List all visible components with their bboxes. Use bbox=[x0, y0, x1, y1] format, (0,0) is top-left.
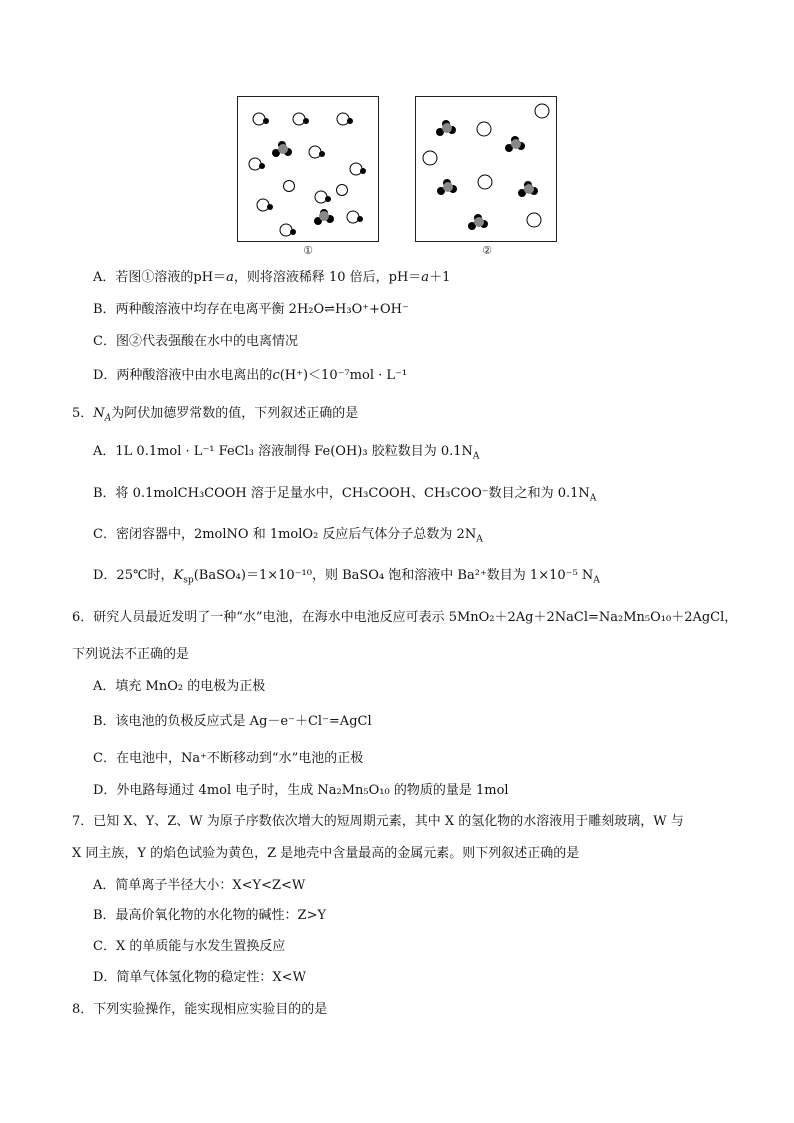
cluster bbox=[272, 141, 292, 157]
q6-option-a: A．填充 MnO₂ 的电极为正极 bbox=[93, 679, 266, 694]
q6-option-d: D．外电路每通过 4mol 电子时，生成 Na₂Mn₅O₁₀ 的物质的量是 1mol bbox=[93, 783, 509, 798]
anion bbox=[527, 213, 541, 227]
q4-option-b: B．两种酸溶液中均存在电离平衡 2H₂O⇌H₃O⁺+OH⁻ bbox=[93, 302, 409, 317]
cluster bbox=[436, 120, 456, 136]
cluster bbox=[314, 209, 334, 225]
q4-option-c: C．图②代表强酸在水中的电离情况 bbox=[93, 334, 298, 349]
q7-option-c: C．X 的单质能与水发生置换反应 bbox=[93, 939, 286, 954]
panel-1-particles bbox=[238, 97, 380, 243]
cluster bbox=[468, 214, 488, 230]
q6-option-b: B．该电池的负极反应式是 Ag－e⁻＋Cl⁻=AgCl bbox=[93, 714, 372, 729]
q5-option-a: A．1L 0.1mol · L⁻¹ FeCl₃ 溶液制得 Fe(OH)₃ 胶粒数目为 $0.1N_A$ bbox=[93, 444, 480, 462]
panel-2 bbox=[415, 96, 557, 242]
q5-option-c: C．密闭容器中，2molNO 和 1molO₂ 反应后气体分子总数为 $2N_A$ bbox=[93, 527, 483, 545]
q4-option-d: D．两种酸溶液中由水电离出的c(H⁺)＜10⁻⁷mol · L⁻¹ bbox=[93, 368, 408, 383]
panel-1-label: ① bbox=[303, 244, 313, 257]
molecule-pair bbox=[280, 224, 296, 236]
molecule-pair bbox=[347, 211, 363, 223]
q5-stem: 5．$N_A$为阿伏加德罗常数的值，下列叙述正确的是 bbox=[72, 406, 359, 424]
anion bbox=[535, 104, 549, 118]
anion bbox=[284, 181, 295, 192]
q6-option-c: C．在电池中，Na⁺不断移动到“水”电池的正极 bbox=[93, 751, 364, 766]
cluster bbox=[505, 136, 525, 152]
q6-stem-line2: 下列说法不正确的是 bbox=[72, 647, 190, 662]
q7-option-a: A．简单离子半径大小：X<Y<Z<W bbox=[93, 878, 306, 893]
molecule-pair bbox=[293, 113, 309, 125]
cluster bbox=[518, 181, 538, 197]
q5-option-d: D．25℃时，$K_{sp}(BaSO_4)=1\times 10^{-10}$，则 BaSO₄ 饱和溶液中 Ba²⁺数目为 1×10⁻⁵ $N_A$ bbox=[93, 568, 600, 586]
anion bbox=[423, 151, 437, 165]
q6-stem-line1: 6．研究人员最近发明了一种“水”电池，在海水中电池反应可表示 5MnO₂＋2Ag＋2NaCl=Na₂Mn₅O₁₀＋2AgCl， bbox=[72, 610, 738, 625]
panel-2-label: ② bbox=[482, 244, 492, 257]
q7-option-d: D．简单气体氢化物的稳定性：X<W bbox=[93, 970, 306, 985]
q5-option-b: B．将 0.1molCH₃COOH 溶于足量水中，CH₃COOH、CH₃COO⁻数目之和为 $0.1N_A$ bbox=[93, 486, 597, 504]
molecule-pair bbox=[350, 163, 366, 175]
panel-1 bbox=[237, 96, 379, 242]
q4-option-a: A．若图①溶液的pH＝a，则将溶液稀释 10 倍后，pH＝a＋1 bbox=[93, 270, 451, 285]
anion bbox=[478, 175, 492, 189]
q7-stem-line1: 7．已知 X、Y、Z、W 为原子序数依次增大的短周期元素，其中 X 的氢化物的水溶液用于雕刻玻璃，W 与 bbox=[72, 814, 684, 829]
anion bbox=[477, 122, 491, 136]
molecule-pair bbox=[309, 146, 325, 158]
q7-stem-line2: X 同主族，Y 的焰色试验为黄色，Z 是地壳中含量最高的金属元素。则下列叙述正确的是 bbox=[72, 846, 580, 861]
panel-2-particles bbox=[416, 97, 558, 243]
molecule-pair bbox=[249, 158, 265, 170]
molecule-pair bbox=[337, 113, 353, 125]
cluster bbox=[437, 179, 457, 195]
ionization-figure bbox=[237, 96, 534, 262]
molecule-pair bbox=[315, 191, 331, 203]
anion bbox=[337, 185, 348, 196]
molecule-pair bbox=[253, 113, 269, 125]
q8-stem: 8．下列实验操作，能实现相应实验目的的是 bbox=[72, 1002, 328, 1017]
molecule-pair bbox=[257, 199, 273, 211]
q7-option-b: B．最高价氧化物的水化物的碱性：Z>Y bbox=[93, 908, 327, 923]
